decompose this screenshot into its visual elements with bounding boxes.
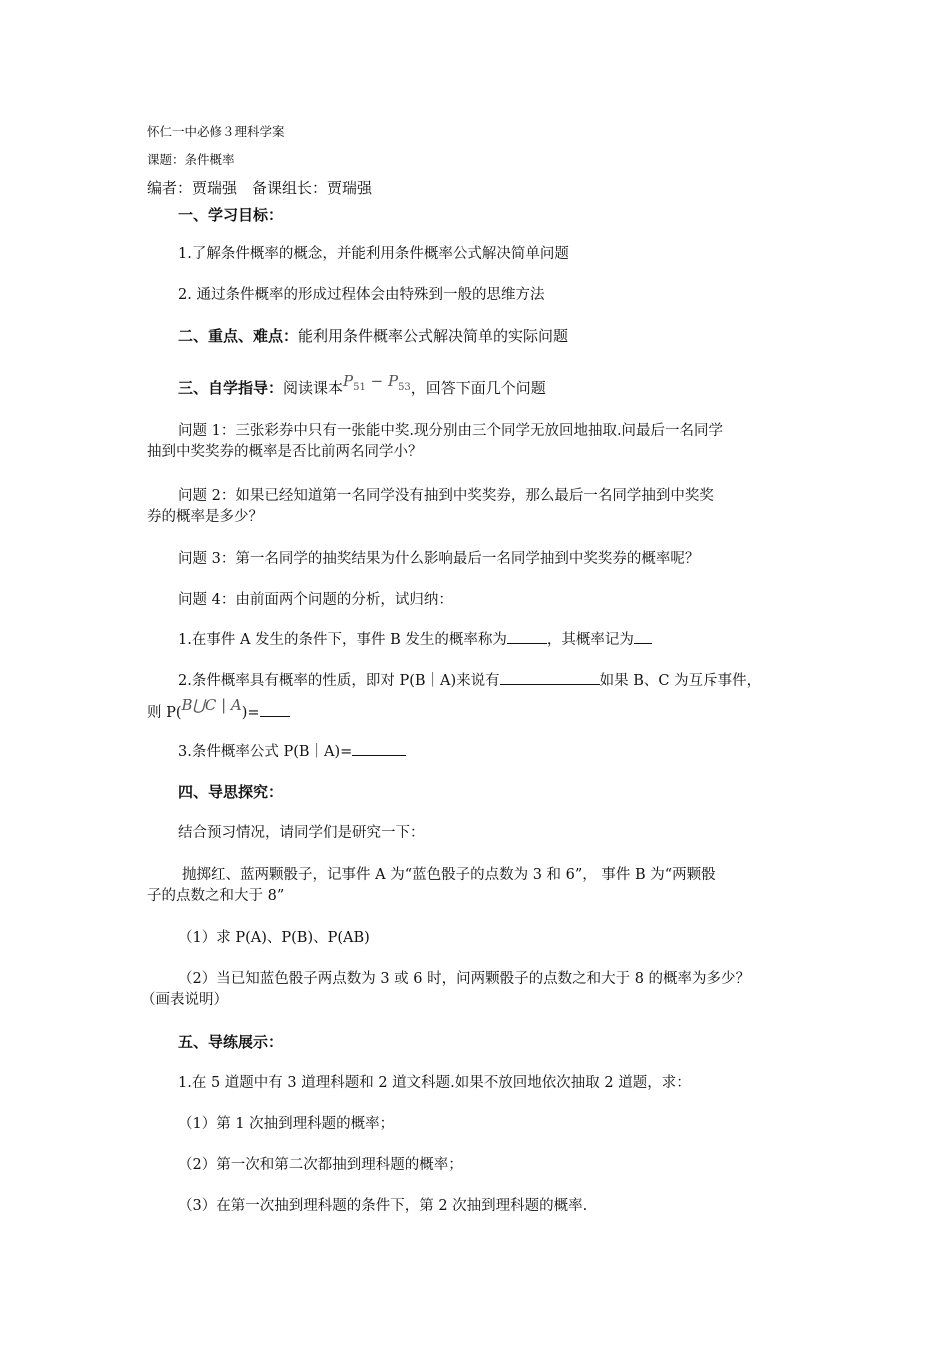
authors-line: 编者：贾瑞强 备课组长：贾瑞强	[147, 179, 373, 197]
dice-subquestion-1: （1）求 P(A)、P(B)、P(AB)	[178, 930, 370, 946]
induce-2-text-a: 2.条件概率具有概率的性质，即对 P(B｜A)来说有	[178, 673, 500, 689]
section-4-title: 四、导思探究：	[178, 783, 284, 801]
question-3: 问题 3：第一名同学的抽奖结果为什么影响最后一名同学抽到中奖奖券的概率呢？	[178, 551, 700, 567]
question-1-line-1: 问题 1：三张彩券中只有一张能中奖.现分别由三个同学无放回地抽取.问最后一名同学	[178, 423, 724, 439]
math-sub-a: 51	[353, 382, 366, 393]
dice-subquestion-2-line-1: （2）当已知蓝色骰子两点数为 3 或 6 时，问两颗骰子的点数之和大于 8 的概率为多少？	[178, 971, 751, 987]
section-3-title: 三、自学指导：	[178, 379, 284, 397]
induce-2-text-c: 则 P(	[147, 705, 182, 721]
section-4-intro: 结合预习情况，请同学们是研究一下：	[178, 825, 425, 841]
induce-1-text-a: 1.在事件 A 发生的条件下，事件 B 发生的概率称为	[178, 632, 507, 648]
induce-1-text-b: ，其概率记为	[546, 632, 634, 648]
question-2-line-2: 券的概率是多少？	[147, 509, 263, 525]
math-sub-b: 53	[398, 382, 411, 393]
induce-3	[178, 741, 406, 762]
dice-problem-line-1: 抛掷红、蓝两颗骰子，记事件 A 为“蓝色骰子的点数为 3 和 6”， 事件 B 为“两颗骰	[182, 867, 716, 883]
objective-1: 1.了解条件概率的概念，并能利用条件概率公式解决简单问题	[178, 246, 569, 262]
induce-2-text-b: 如果 B、C 为互斥事件，	[599, 673, 762, 689]
exercise-part-2: （2）第一次和第二次都抽到理科题的概率；	[178, 1157, 463, 1173]
section-1-title: 一、学习目标：	[178, 206, 284, 224]
answer-blank-5[interactable]	[352, 741, 406, 756]
question-2-line-1: 问题 2：如果已经知道第一名同学没有抽到中奖奖券，那么最后一名同学抽到中奖奖	[178, 488, 714, 504]
math-p-b: P	[387, 372, 399, 390]
math-p-a: P	[343, 372, 354, 390]
section-2-text: 能利用条件概率公式解决简单的实际问题	[298, 327, 569, 345]
union-condition-math: B⋃C | A	[181, 696, 242, 714]
induce-2	[178, 670, 761, 691]
section-2	[178, 326, 568, 346]
page-range-math	[343, 372, 411, 393]
exercise-part-3: （3）在第一次抽到理科题的条件下，第 2 次抽到理科题的概率.	[178, 1198, 588, 1214]
induce-2-text-d: )=	[241, 705, 260, 721]
induce-2-line-2	[147, 696, 290, 723]
induce-1	[178, 629, 652, 650]
question-1-line-2: 抽到中奖奖券的概率是否比前两名同学小？	[147, 444, 423, 460]
section-3-post: ，回答下面几个问题	[410, 379, 546, 397]
section-5-intro: 1.在 5 道题中有 3 道理科题和 2 道文科题.如果不放回地依次抽取 2 道题，求：	[178, 1075, 691, 1091]
answer-blank-1[interactable]	[507, 629, 547, 644]
question-4: 问题 4：由前面两个问题的分析，试归纳：	[178, 592, 453, 608]
dice-problem-line-2: 子的点数之和大于 8”	[147, 888, 285, 904]
section-3-pre: 阅读课本	[283, 379, 344, 397]
topic-line: 课题：条件概率	[147, 152, 235, 167]
math-dash: −	[365, 372, 388, 390]
dice-subquestion-2-line-2: （画表说明）	[141, 992, 228, 1008]
induce-3-text: 3.条件概率公式 P(B｜A)=	[178, 744, 353, 760]
answer-blank-3[interactable]	[500, 670, 600, 685]
section-5-title: 五、导练展示：	[178, 1033, 284, 1051]
answer-blank-2[interactable]	[634, 629, 652, 644]
objective-2: 2. 通过条件概率的形成过程体会由特殊到一般的思维方法	[178, 287, 545, 303]
school-header: 怀仁一中必修３理科学案	[147, 124, 285, 139]
section-3	[178, 372, 546, 405]
answer-blank-4[interactable]	[260, 702, 290, 717]
section-2-title: 二、重点、难点：	[178, 327, 299, 345]
exercise-part-1: （1）第 1 次抽到理科题的概率；	[178, 1116, 395, 1132]
